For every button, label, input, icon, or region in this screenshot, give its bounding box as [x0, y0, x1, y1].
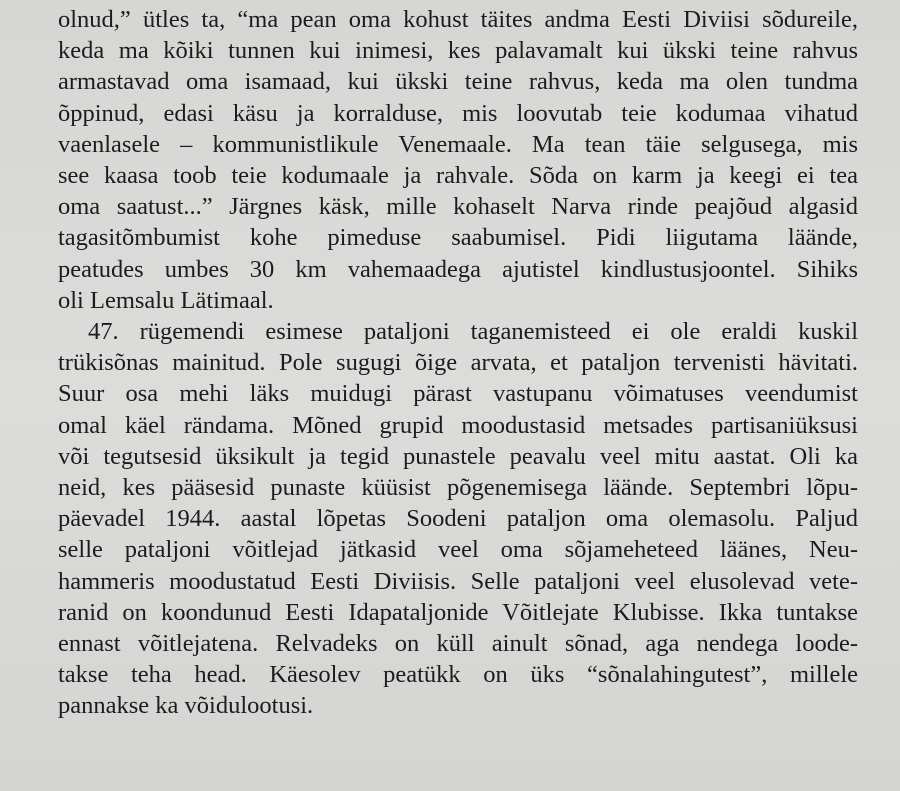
text-line: oma saatust...” Järgnes käsk, mille kohaselt Narva rinde peajõud algasid [58, 193, 858, 221]
text-line: päevadel 1944. aastal lõpetas Soodeni pataljon oma olemasolu. Paljud [58, 505, 858, 533]
text-line: tagasitõmbumist kohe pimeduse saabumisel. Pidi liigutama läände, [58, 224, 858, 252]
text-line: see kaasa toob teie kodumaale ja rahvale. Sõda on karm ja keegi ei tea [58, 162, 858, 190]
text-line: vaenlasele – kommunistlikule Venemaale. Ma tean täie selgusega, mis [58, 130, 858, 158]
text-line: takse teha head. Käesolev peatükk on üks “sõnalahingutest”, millele [58, 661, 858, 689]
text-line: pannakse ka võidulootusi. [58, 692, 314, 720]
text-line: peatudes umbes 30 km vahemaadega ajutistel kindlustusjoontel. Sihiks [58, 255, 858, 283]
text-line: selle pataljoni võitlejad jätkasid veel oma sõjameheteed läänes, Neu- [58, 536, 858, 564]
text-line: oli Lemsalu Lätimaal. [58, 286, 274, 314]
text-line: Suur osa mehi läks muidugi pärast vastupanu võimatuses veendumist [58, 380, 858, 408]
text-line: hammeris moodustatud Eesti Diviisis. Selle pataljoni veel elusolevad vete- [58, 567, 858, 595]
text-line: armastavad oma isamaad, kui ükski teine rahvus, keda ma olen tundma [58, 68, 858, 96]
text-line: trükisõnas mainitud. Pole sugugi õige arvata, et pataljon tervenisti hävitati. [58, 349, 858, 377]
text-line: ranid on koondunud Eesti Idapataljonide Võitlejate Klubisse. Ikka tuntakse [58, 598, 858, 626]
text-line: neid, kes pääsesid punaste küüsist põgenemisega läände. Septembri lõpu- [58, 474, 858, 502]
text-line: või tegutsesid üksikult ja tegid punastele peavalu veel mitu aastat. Oli ka [58, 442, 858, 470]
text-line: keda ma kõiki tunnen kui inimesi, kes palavamalt kui ükski teine rahvus [58, 37, 858, 65]
text-line: ennast võitlejatena. Relvadeks on küll ainult sõnad, aga nendega loode- [58, 630, 858, 658]
text-line: omal käel rändama. Mõned grupid moodustasid metsades partisaniüksusi [58, 411, 858, 439]
paragraph-2 [58, 316, 858, 722]
paragraph-1 [58, 4, 858, 316]
text-body [58, 4, 858, 722]
text-line: 47. rügemendi esimese pataljoni taganemisteed ei ole eraldi kuskil [88, 318, 858, 346]
text-line: õppinud, edasi käsu ja korralduse, mis loovutab teie kodumaa vihatud [58, 99, 858, 127]
text-line: olnud,” ütles ta, “ma pean oma kohust täites andma Eesti Diviisi sõdureile, [58, 6, 858, 33]
